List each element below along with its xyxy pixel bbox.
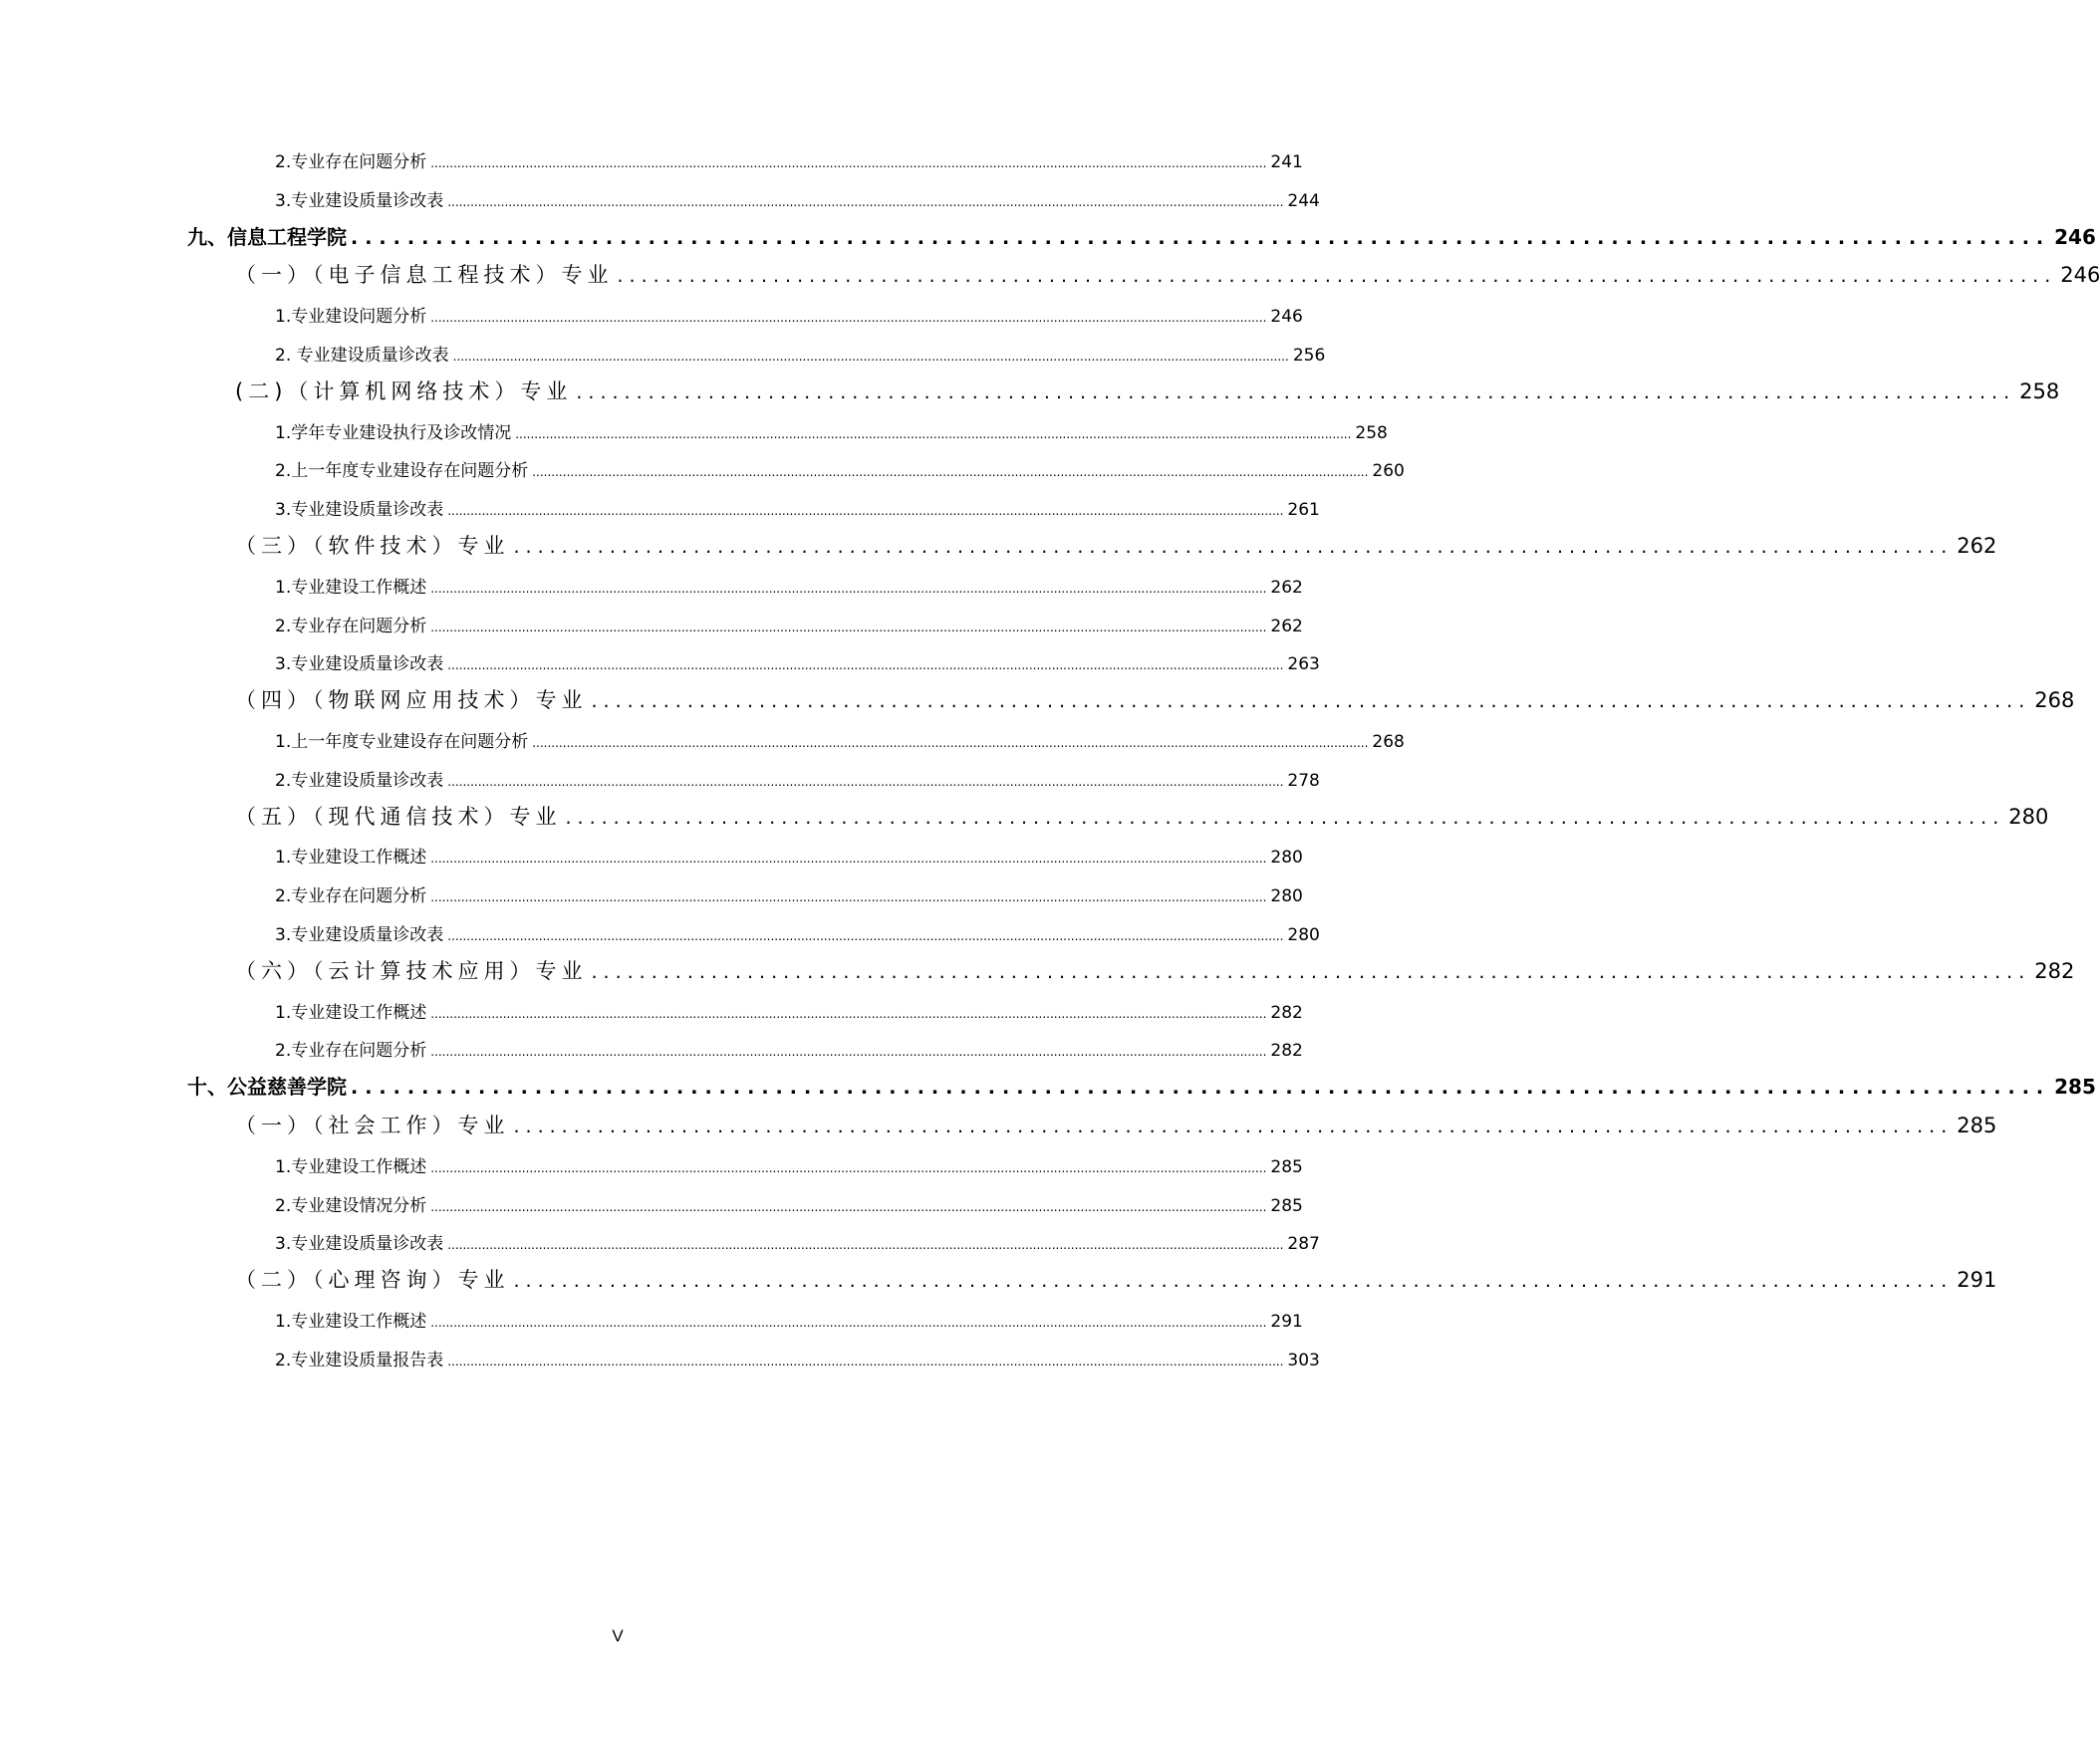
toc-entry-major[interactable] — [235, 259, 2100, 289]
toc-dot-leader: ........................................................................................................................ — [591, 690, 2031, 713]
toc-entry-label: (二)（计算机网络技术）专业 — [235, 378, 573, 403]
toc-dot-leader: ............................................................................................................................................................................................................................ — [430, 311, 1267, 326]
toc-dot-leader: ............................................................................................................................................................................................................................ — [430, 890, 1267, 905]
toc-entry-label: 2.专业存在问题分析 — [275, 152, 427, 172]
toc-entry-label: 2.专业建设质量报告表 — [275, 1350, 444, 1371]
toc-dot-leader: ............................................................................................................................................................................................................................ — [430, 1316, 1267, 1330]
toc-entry-page: 303 — [1287, 1350, 1320, 1371]
toc-entry-item[interactable] — [275, 418, 1388, 443]
toc-entry-label: 2.上一年度专业建设存在问题分析 — [275, 461, 529, 482]
toc-entry-label: 1.专业建设工作概述 — [275, 848, 427, 869]
toc-entry-page: 287 — [1287, 1234, 1320, 1255]
toc-entry-item[interactable] — [275, 998, 1303, 1023]
toc-entry-label: （五）（现代通信技术）专业 — [235, 804, 562, 829]
toc-entry-label: （四）（物联网应用技术）专业 — [235, 688, 588, 713]
toc-dot-leader: ............................................................................................................................................................................................................................ — [430, 1160, 1267, 1175]
toc-entry-page: 256 — [1292, 346, 1326, 366]
toc-entry-item[interactable] — [275, 649, 1320, 675]
toc-dot-leader: ............................................................................................................................................................................................................................ — [430, 1199, 1267, 1214]
toc-entry-page: 261 — [1287, 500, 1320, 521]
toc-entry-page: 263 — [1287, 654, 1320, 675]
toc-entry-item[interactable] — [275, 1307, 1303, 1332]
toc-entry-item[interactable] — [275, 456, 1405, 482]
toc-entry-page: 291 — [1270, 1312, 1303, 1332]
toc-dot-leader: ............................................................................................................................................................................................................................ — [532, 465, 1369, 480]
toc-entry-page: 280 — [2008, 804, 2049, 829]
toc-dot-leader: ............................................................................................................................................................................................................................ — [515, 426, 1352, 441]
toc-dot-leader: ............................................................................................................................................................................................................................ — [447, 929, 1284, 943]
toc-entry-item[interactable] — [275, 727, 1405, 752]
toc-entry-item[interactable] — [275, 920, 1320, 945]
toc-entry-major[interactable] — [235, 530, 1997, 560]
toc-entry-item[interactable] — [275, 1346, 1320, 1371]
toc-entry-label: 1.专业建设问题分析 — [275, 307, 427, 328]
toc-entry-page: 280 — [1270, 886, 1303, 907]
toc-entry-label: 2. 专业建设质量诊改表 — [275, 346, 449, 366]
toc-entry-label: （一）（电子信息工程技术）专业 — [235, 263, 614, 288]
toc-dot-leader: ............................................................................................................................................................................................................................ — [447, 1354, 1284, 1369]
toc-entry-page: 260 — [1372, 461, 1405, 482]
toc-entry-label: （六）（云计算技术应用）专业 — [235, 958, 588, 983]
toc-entry-college[interactable] — [187, 221, 2096, 251]
toc-entry-major[interactable] — [235, 1264, 1997, 1294]
toc-entry-page: 258 — [1355, 422, 1388, 443]
toc-entry-label: 2.专业建设质量诊改表 — [275, 770, 444, 791]
toc-entry-page: 246 — [2060, 263, 2100, 288]
toc-dot-leader: ............................................................................................................................................................................................................................ — [447, 774, 1284, 789]
toc-dot-leader: ............................................................................................................................................................................................................................ — [447, 194, 1284, 209]
toc-entry-label: 十、公益慈善学院 — [187, 1075, 347, 1100]
toc-entry-major[interactable] — [235, 801, 2049, 831]
toc-entry-page: 268 — [2034, 688, 2075, 713]
toc-dot-leader: ........................................................................................................................ — [351, 1077, 2051, 1100]
toc-entry-label: 2.专业存在问题分析 — [275, 616, 427, 636]
toc-entry-page: 241 — [1270, 152, 1303, 172]
toc-entry-item[interactable] — [275, 1229, 1320, 1255]
toc-entry-label: 3.专业建设质量诊改表 — [275, 925, 444, 945]
toc-entry-college[interactable] — [187, 1071, 2096, 1101]
toc-entry-page: 280 — [1270, 848, 1303, 869]
toc-entry-major[interactable] — [235, 375, 2060, 405]
toc-entry-major[interactable] — [235, 684, 2075, 714]
toc-entry-label: 1.专业建设工作概述 — [275, 1156, 427, 1177]
toc-entry-label: 2.专业存在问题分析 — [275, 886, 427, 907]
toc-entry-page: 285 — [1270, 1195, 1303, 1216]
toc-entry-label: 2.专业存在问题分析 — [275, 1041, 427, 1062]
toc-entry-label: 2.专业建设情况分析 — [275, 1195, 427, 1216]
toc-entry-label: 3.专业建设质量诊改表 — [275, 500, 444, 521]
toc-dot-leader: ........................................................................................................................ — [565, 806, 2005, 829]
toc-entry-label: 3.专业建设质量诊改表 — [275, 190, 444, 211]
toc-entry-item[interactable] — [275, 843, 1303, 869]
toc-entry-item[interactable] — [275, 612, 1303, 636]
toc-entry-label: 1.专业建设工作概述 — [275, 577, 427, 598]
toc-entry-item[interactable] — [275, 573, 1303, 598]
toc-dot-leader: ............................................................................................................................................................................................................................ — [447, 504, 1284, 519]
toc-entry-label: 1.上一年度专业建设存在问题分析 — [275, 732, 529, 752]
toc-entry-page: 285 — [2054, 1075, 2096, 1100]
toc-entry-label: 1.学年专业建设执行及诊改情况 — [275, 422, 512, 443]
toc-dot-leader: ........................................................................................................................ — [513, 1270, 1954, 1293]
toc-entry-item[interactable] — [275, 1191, 1303, 1216]
toc-dot-leader: ............................................................................................................................................................................................................................ — [430, 1045, 1267, 1060]
toc-dot-leader: ........................................................................................................................ — [513, 536, 1954, 558]
toc-dot-leader: ............................................................................................................................................................................................................................ — [430, 156, 1267, 170]
toc-entry-item[interactable] — [275, 302, 1303, 328]
toc-dot-leader: ............................................................................................................................................................................................................................ — [452, 350, 1289, 364]
toc-entry-label: （一）（社会工作）专业 — [235, 1114, 510, 1137]
toc-entry-page: 258 — [2019, 378, 2060, 403]
toc-entry-label: （三）（软件技术）专业 — [235, 534, 510, 558]
toc-entry-page: 278 — [1287, 770, 1320, 791]
toc-dot-leader: ........................................................................................................................ — [351, 226, 2051, 249]
toc-entry-page: 262 — [1270, 577, 1303, 598]
toc-entry-major[interactable] — [235, 1110, 1997, 1139]
toc-entry-page: 280 — [1287, 925, 1320, 945]
toc-entry-page: 244 — [1287, 190, 1320, 211]
toc-dot-leader: ............................................................................................................................................................................................................................ — [430, 1006, 1267, 1021]
toc-entry-item[interactable] — [275, 1152, 1303, 1177]
toc-entry-label: 九、信息工程学院 — [187, 224, 347, 249]
toc-entry-item[interactable] — [275, 881, 1303, 907]
toc-dot-leader: ............................................................................................................................................................................................................................ — [447, 658, 1284, 673]
toc-entry-label: （二）（心理咨询）专业 — [235, 1268, 510, 1293]
toc-entry-page: 262 — [1957, 534, 1997, 558]
toc-entry-item[interactable] — [275, 341, 1326, 366]
toc-entry-page: 262 — [1270, 616, 1303, 636]
toc-entry-page: 282 — [2034, 958, 2075, 983]
toc-entry-item[interactable] — [275, 186, 1320, 211]
toc-entry-major[interactable] — [235, 955, 2075, 985]
toc-entry-item[interactable] — [275, 495, 1320, 521]
toc-entry-page: 246 — [2054, 224, 2096, 249]
page-number: V — [612, 1626, 624, 1645]
toc-entry-page: 285 — [1270, 1156, 1303, 1177]
toc-dot-leader: ............................................................................................................................................................................................................................ — [430, 581, 1267, 596]
toc-dot-leader: ........................................................................................................................ — [617, 265, 2057, 288]
toc-entry-page: 268 — [1372, 732, 1405, 752]
toc-entry-page: 291 — [1957, 1268, 1997, 1293]
toc-entry-label: 1.专业建设工作概述 — [275, 1002, 427, 1023]
toc-entry-item[interactable] — [275, 147, 1303, 172]
toc-entry-label: 3.专业建设质量诊改表 — [275, 654, 444, 675]
toc-dot-leader: ............................................................................................................................................................................................................................ — [532, 736, 1369, 750]
toc-entry-item[interactable] — [275, 1036, 1303, 1062]
toc-entry-label: 3.专业建设质量诊改表 — [275, 1234, 444, 1255]
toc-entry-page: 282 — [1270, 1041, 1303, 1062]
toc-dot-leader: ........................................................................................................................ — [591, 960, 2031, 983]
toc-dot-leader: ............................................................................................................................................................................................................................ — [430, 620, 1267, 634]
toc-entry-page: 246 — [1270, 307, 1303, 328]
toc-dot-leader: ............................................................................................................................................................................................................................ — [447, 1238, 1284, 1253]
toc-entry-page: 285 — [1957, 1114, 1997, 1137]
toc-dot-leader: ............................................................................................................................................................................................................................ — [430, 852, 1267, 867]
toc-dot-leader: ........................................................................................................................ — [513, 1116, 1954, 1137]
toc-entry-item[interactable] — [275, 766, 1320, 791]
toc-entry-label: 1.专业建设工作概述 — [275, 1312, 427, 1332]
toc-dot-leader: ........................................................................................................................ — [576, 380, 2016, 403]
toc-entry-page: 282 — [1270, 1002, 1303, 1023]
